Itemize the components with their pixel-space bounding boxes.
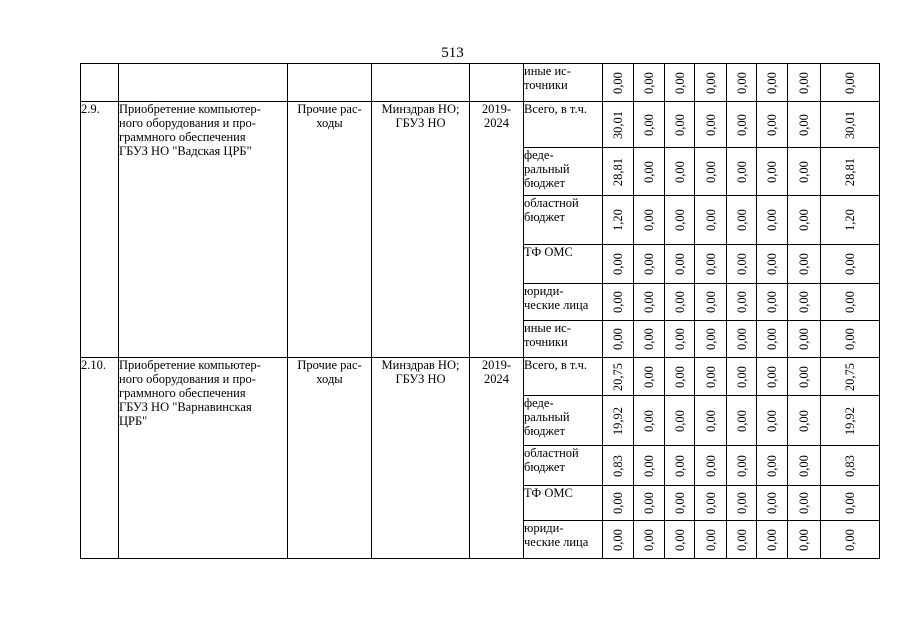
value-text: 0,00 xyxy=(642,160,656,183)
value-text: 0,00 xyxy=(672,113,687,136)
value-cell xyxy=(603,102,634,148)
value-text: 0,00 xyxy=(843,528,857,551)
value-text: 0,00 xyxy=(672,528,687,551)
value-text: 0,00 xyxy=(765,492,779,514)
value-text: 0,00 xyxy=(734,209,749,231)
period-cell: 2019- 2024 xyxy=(470,358,524,559)
table-row xyxy=(81,102,880,148)
value-text: 0,00 xyxy=(734,160,749,183)
value-text: 0,00 xyxy=(672,291,687,313)
value-cell xyxy=(634,64,665,102)
value-text: 0,00 xyxy=(734,253,749,275)
value-text: 30,01 xyxy=(611,110,625,139)
expense-type-cell: Прочие рас- ходы xyxy=(288,102,372,358)
value-text: 0,00 xyxy=(611,528,625,551)
value-cell xyxy=(603,486,634,521)
page-number: 513 xyxy=(441,45,464,61)
funding-source-cell: феде- ральный бюджет xyxy=(524,148,603,196)
value-cell xyxy=(757,64,788,102)
value-text: 0,00 xyxy=(797,160,811,183)
value-cell xyxy=(727,321,757,358)
value-cell xyxy=(727,64,757,102)
value-cell xyxy=(665,521,695,559)
value-text: 0,00 xyxy=(734,71,749,94)
table-row xyxy=(81,358,880,396)
value-cell xyxy=(634,245,665,284)
funding-source-cell: Всего, в т.ч. xyxy=(524,102,603,148)
name-cell-empty xyxy=(119,64,288,102)
value-text: 0,00 xyxy=(672,492,687,514)
value-cell xyxy=(634,486,665,521)
value-cell xyxy=(665,284,695,321)
value-cell xyxy=(634,396,665,446)
value-cell xyxy=(727,446,757,486)
value-cell xyxy=(727,486,757,521)
value-text: 0,00 xyxy=(642,253,656,275)
value-cell xyxy=(727,284,757,321)
value-cell xyxy=(695,521,727,559)
value-text: 0,00 xyxy=(843,253,857,275)
value-text: 0,00 xyxy=(765,328,779,350)
value-cell xyxy=(603,245,634,284)
value-cell xyxy=(821,245,880,284)
value-text: 0,00 xyxy=(642,113,656,136)
value-cell xyxy=(757,396,788,446)
value-cell xyxy=(695,358,727,396)
value-cell xyxy=(603,284,634,321)
value-text: 0,00 xyxy=(797,291,811,313)
value-cell xyxy=(757,321,788,358)
value-cell xyxy=(665,396,695,446)
value-text: 1,20 xyxy=(611,209,625,231)
value-cell xyxy=(634,321,665,358)
budget-table xyxy=(80,63,880,559)
value-text: 28,81 xyxy=(843,157,857,186)
value-cell xyxy=(695,284,727,321)
value-text: 0,00 xyxy=(734,409,749,432)
value-text: 0,00 xyxy=(672,409,687,432)
value-text: 0,00 xyxy=(843,291,857,313)
value-cell xyxy=(821,321,880,358)
value-cell xyxy=(821,396,880,446)
value-text: 0,00 xyxy=(797,328,811,350)
value-cell xyxy=(727,102,757,148)
value-cell xyxy=(788,321,821,358)
value-cell xyxy=(788,245,821,284)
value-text: 0,00 xyxy=(797,492,811,514)
value-text: 20,75 xyxy=(611,362,625,391)
value-cell xyxy=(727,245,757,284)
item-number-cell: 2.10. xyxy=(81,358,119,559)
value-cell xyxy=(695,321,727,358)
value-text: 0,00 xyxy=(672,328,687,350)
value-cell xyxy=(821,486,880,521)
number-cell-empty xyxy=(81,64,119,102)
value-cell xyxy=(757,446,788,486)
value-cell xyxy=(665,64,695,102)
value-text: 0,00 xyxy=(672,253,687,275)
value-cell xyxy=(634,358,665,396)
value-cell xyxy=(634,148,665,196)
value-text: 0,00 xyxy=(611,253,625,275)
value-text: 0,00 xyxy=(703,365,718,388)
expense-type-cell: Прочие рас- ходы xyxy=(288,358,372,559)
value-text: 0,00 xyxy=(765,209,779,231)
funding-source-cell: Всего, в т.ч. xyxy=(524,358,603,396)
value-cell xyxy=(821,102,880,148)
value-cell xyxy=(757,521,788,559)
value-cell xyxy=(603,321,634,358)
funding-source-cell: иные ис- точники xyxy=(524,321,603,358)
item-name-cell: Приобретение компьютер- ного оборудования и про- граммного обеспечения ГБУЗ НО "Вадская ЦРБ" xyxy=(119,102,288,358)
value-cell xyxy=(603,521,634,559)
value-text: 0,00 xyxy=(672,160,687,183)
value-text: 0,00 xyxy=(703,528,718,551)
value-text: 0,00 xyxy=(703,209,718,231)
value-cell xyxy=(695,486,727,521)
value-cell xyxy=(695,64,727,102)
value-text: 0,00 xyxy=(703,160,718,183)
value-cell xyxy=(788,64,821,102)
value-text: 0,00 xyxy=(797,454,811,477)
value-cell xyxy=(727,396,757,446)
value-text: 0,00 xyxy=(734,528,749,551)
value-text: 0,00 xyxy=(642,528,656,551)
value-text: 28,81 xyxy=(611,157,625,186)
value-text: 0,00 xyxy=(797,253,811,275)
value-cell xyxy=(788,196,821,245)
value-cell xyxy=(695,196,727,245)
period-cell-empty xyxy=(470,64,524,102)
value-text: 0,00 xyxy=(703,492,718,514)
value-cell xyxy=(603,396,634,446)
funding-source-cell: ТФ ОМС xyxy=(524,486,603,521)
value-cell xyxy=(665,196,695,245)
value-cell xyxy=(695,446,727,486)
value-text: 0,00 xyxy=(797,209,811,231)
value-cell xyxy=(634,196,665,245)
value-text: 0,00 xyxy=(765,253,779,275)
value-cell xyxy=(665,446,695,486)
value-text: 0,00 xyxy=(703,253,718,275)
value-text: 0,00 xyxy=(642,365,656,388)
value-cell xyxy=(634,521,665,559)
value-text: 0,00 xyxy=(797,71,811,94)
value-text: 0,00 xyxy=(703,291,718,313)
value-cell xyxy=(665,245,695,284)
value-text: 0,00 xyxy=(611,328,625,350)
value-text: 0,00 xyxy=(765,365,779,388)
funding-source-cell: юриди- ческие лица xyxy=(524,284,603,321)
value-text: 0,83 xyxy=(611,454,625,477)
value-cell xyxy=(757,358,788,396)
executor-cell: Минздрав НО; ГБУЗ НО xyxy=(372,102,470,358)
value-text: 0,00 xyxy=(672,71,687,94)
value-text: 0,00 xyxy=(797,113,811,136)
value-text: 0,00 xyxy=(734,454,749,477)
value-text: 0,00 xyxy=(843,492,857,514)
value-text: 0,00 xyxy=(734,365,749,388)
continuation-row xyxy=(81,64,880,102)
value-cell xyxy=(695,396,727,446)
value-cell xyxy=(665,486,695,521)
value-cell xyxy=(603,64,634,102)
value-text: 0,00 xyxy=(703,454,718,477)
value-cell xyxy=(788,396,821,446)
value-text: 0,00 xyxy=(642,409,656,432)
period-cell: 2019- 2024 xyxy=(470,102,524,358)
item-name-cell: Приобретение компьютер- ного оборудования и про- граммного обеспечения ГБУЗ НО "Варнавинская ЦРБ" xyxy=(119,358,288,559)
value-cell xyxy=(788,284,821,321)
value-cell xyxy=(757,486,788,521)
value-cell xyxy=(665,102,695,148)
value-text: 30,01 xyxy=(843,110,857,139)
value-cell xyxy=(634,284,665,321)
value-text: 0,00 xyxy=(642,454,656,477)
value-text: 0,00 xyxy=(642,209,656,231)
funding-source-cell: ТФ ОМС xyxy=(524,245,603,284)
value-text: 0,00 xyxy=(765,291,779,313)
value-text: 0,00 xyxy=(703,71,718,94)
value-cell xyxy=(788,148,821,196)
funding-source-cell: юриди- ческие лица xyxy=(524,521,603,559)
value-cell xyxy=(788,446,821,486)
funding-source-cell: феде- ральный бюджет xyxy=(524,396,603,446)
funding-source-cell: иные ис- точники xyxy=(524,64,603,102)
value-text: 0,00 xyxy=(672,209,687,231)
value-cell xyxy=(695,148,727,196)
value-cell xyxy=(757,196,788,245)
value-cell xyxy=(727,358,757,396)
value-text: 1,20 xyxy=(843,209,857,231)
value-text: 0,00 xyxy=(611,492,625,514)
value-text: 0,00 xyxy=(703,113,718,136)
value-cell xyxy=(603,196,634,245)
value-text: 0,00 xyxy=(611,291,625,313)
value-cell xyxy=(695,102,727,148)
value-text: 20,75 xyxy=(843,362,857,391)
value-text: 0,00 xyxy=(765,528,779,551)
value-cell xyxy=(821,521,880,559)
value-text: 0,00 xyxy=(703,409,718,432)
value-text: 0,00 xyxy=(672,454,687,477)
value-text: 0,00 xyxy=(765,454,779,477)
value-text: 0,00 xyxy=(611,71,625,94)
value-cell xyxy=(788,521,821,559)
value-text: 0,00 xyxy=(734,291,749,313)
value-text: 0,00 xyxy=(642,328,656,350)
funding-source-cell: областной бюджет xyxy=(524,196,603,245)
value-text: 0,00 xyxy=(642,291,656,313)
value-cell xyxy=(757,245,788,284)
value-text: 0,00 xyxy=(797,365,811,388)
value-text: 0,00 xyxy=(642,492,656,514)
value-cell xyxy=(821,64,880,102)
value-text: 0,00 xyxy=(734,113,749,136)
value-text: 0,00 xyxy=(765,409,779,432)
value-cell xyxy=(727,521,757,559)
value-cell xyxy=(788,486,821,521)
value-cell xyxy=(603,148,634,196)
value-text: 19,92 xyxy=(611,406,625,435)
value-text: 0,00 xyxy=(843,328,857,350)
value-text: 0,00 xyxy=(797,528,811,551)
value-cell xyxy=(603,358,634,396)
value-text: 0,00 xyxy=(642,71,656,94)
value-cell xyxy=(821,284,880,321)
value-text: 0,83 xyxy=(843,454,857,477)
value-text: 0,00 xyxy=(672,365,687,388)
value-text: 0,00 xyxy=(765,160,779,183)
value-cell xyxy=(634,446,665,486)
value-text: 19,92 xyxy=(843,406,857,435)
value-cell xyxy=(757,284,788,321)
value-text: 0,00 xyxy=(797,409,811,432)
value-cell xyxy=(695,245,727,284)
funding-source-cell: областной бюджет xyxy=(524,446,603,486)
item-number-cell: 2.9. xyxy=(81,102,119,358)
value-text: 0,00 xyxy=(734,328,749,350)
executor-cell: Минздрав НО; ГБУЗ НО xyxy=(372,358,470,559)
value-cell xyxy=(821,196,880,245)
value-cell xyxy=(757,102,788,148)
value-cell xyxy=(727,148,757,196)
table-body xyxy=(81,64,880,559)
value-cell xyxy=(788,358,821,396)
value-cell xyxy=(788,102,821,148)
value-cell xyxy=(821,358,880,396)
value-text: 0,00 xyxy=(843,71,857,94)
expense-cell-empty xyxy=(288,64,372,102)
value-cell xyxy=(603,446,634,486)
value-cell xyxy=(821,148,880,196)
value-cell xyxy=(634,102,665,148)
value-cell xyxy=(821,446,880,486)
value-text: 0,00 xyxy=(703,328,718,350)
value-cell xyxy=(757,148,788,196)
value-cell xyxy=(665,358,695,396)
executor-cell-empty xyxy=(372,64,470,102)
value-cell xyxy=(665,148,695,196)
value-text: 0,00 xyxy=(734,492,749,514)
value-text: 0,00 xyxy=(765,113,779,136)
value-text: 0,00 xyxy=(765,71,779,94)
value-cell xyxy=(665,321,695,358)
value-cell xyxy=(727,196,757,245)
